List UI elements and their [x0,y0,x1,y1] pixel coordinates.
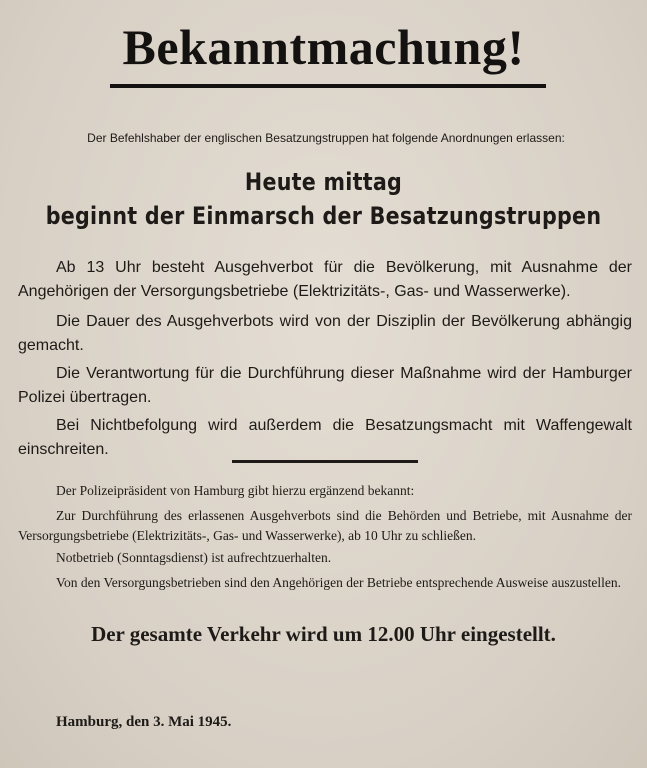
section-divider [232,460,418,463]
paragraph-enforcement [18,414,632,462]
paragraph-text: Der Polizeipräsident von Hamburg gibt hierzu ergänzend bekannt: [56,483,415,498]
paragraph-text: Notbetrieb (Sonntagsdienst) ist aufrechtzuerhalten. [56,550,332,565]
traffic-notice: Der gesamte Verkehr wird um 12.00 Uhr eingestellt. [91,622,556,646]
date-line: Hamburg, den 3. Mai 1945. [56,714,232,730]
paragraph-text: Bei Nichtbefolgung wird außerdem die Besatzungsmacht mit Waffengewalt einschreiten. [18,417,632,458]
police-passes [18,573,632,593]
police-emergency [18,548,632,568]
page-title: Bekanntmachung! [122,19,525,75]
paragraph-text: Zur Durchführung des erlassenen Ausgehverbots sind die Behörden und Betriebe, mit Ausnahme der Versorgungsbetriebe (Elektrizitäts-, Gas- und Wasserwerke), ab 10 Uhr zu schließen. [18,508,632,543]
paragraph-curfew [18,256,632,304]
paragraph-text: Die Dauer des Ausgehverbots wird von der Disziplin der Bevölkerung abhängig gemacht. [18,313,632,354]
police-intro [18,481,632,501]
police-closure [18,506,632,546]
headline-line-1: Heute mittag [244,168,403,196]
paragraph-responsibility [18,362,632,410]
paragraph-text: Ab 13 Uhr besteht Ausgehverbot für die Bevölkerung, mit Ausnahme der Angehörigen der Versorgungsbetriebe (Elektrizitäts-, Gas- und Wasserwerke). [18,259,632,300]
headline-line-2: beginnt der Einmarsch der Besatzungstruppen [45,202,602,230]
intro-text: Der Befehlshaber der englischen Besatzungstruppen hat folgende Anordnungen erlassen: [87,131,565,145]
paragraph-duration [18,310,632,358]
title-underline [110,84,546,88]
paragraph-text: Die Verantwortung für die Durchführung dieser Maßnahme wird der Hamburger Polizei übertragen. [18,365,632,406]
paragraph-text: Von den Versorgungsbetrieben sind den Angehörigen der Betriebe entsprechende Ausweise auszustellen. [56,575,621,590]
